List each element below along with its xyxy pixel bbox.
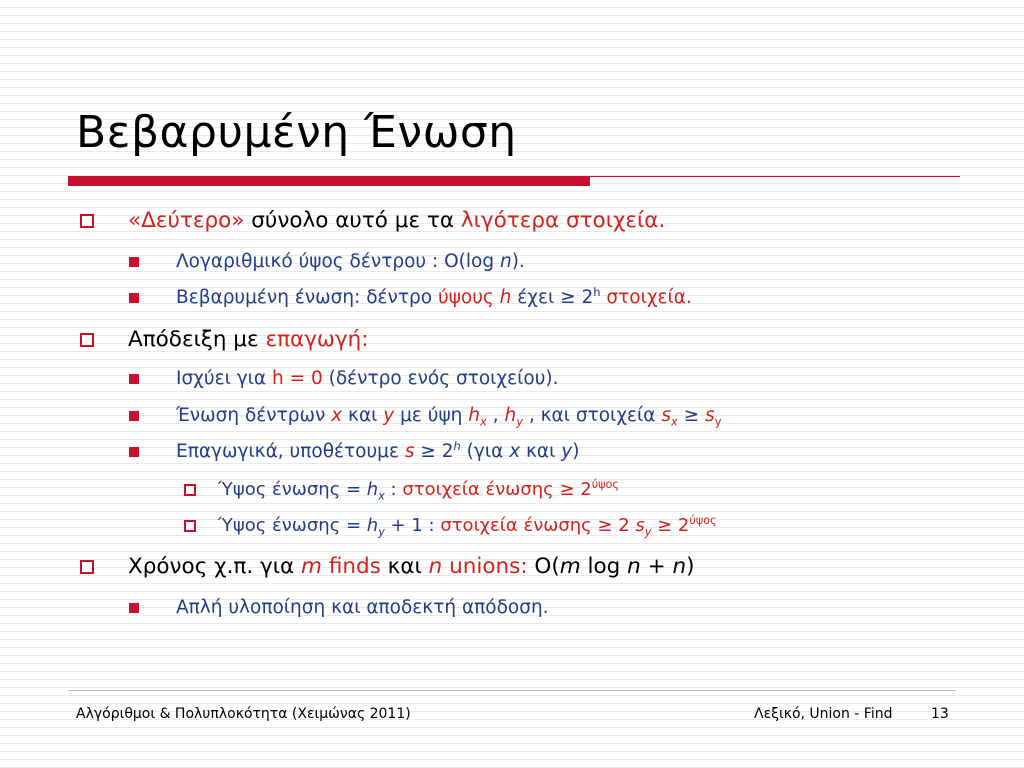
title-underline-bar	[68, 176, 590, 186]
hollow-square-bullet-icon	[80, 214, 94, 228]
footer-topic: Λεξικό, Union - Find	[754, 706, 893, 722]
subbullet-weighted-union: Βεβαρυμένη ένωση: δέντρο ύψους h $έ\chi\varepsilon\iota \ge 2^h$ στοιχεία.	[176, 289, 692, 308]
solid-square-bullet-icon	[129, 447, 139, 457]
hollow-square-bullet-icon	[80, 333, 94, 347]
hollow-square-bullet-icon	[184, 520, 196, 532]
footer-rule	[68, 690, 956, 691]
subbullet-log-height: Λογαριθμικό ύψος δέντρου : O(log n).	[176, 253, 525, 272]
bullet-second-set: «Δεύτερο» σύνολο αυτό με τα λιγότερα στοιχεία.	[128, 210, 665, 232]
subsubbullet-height-hy: Ύψος $έ\nu\omega\sigma\eta\varsigma = h_y + 1$ : στοιχεία ένωσης ≥ 2 $s_y \ge 2^{ύ\psi o\varsigma}$	[218, 517, 717, 535]
bullet-complexity: Χρόνος χ.π. για m finds και n unions: O(m log n + n)	[128, 556, 694, 578]
title-underline-rule	[590, 176, 960, 177]
solid-square-bullet-icon	[129, 411, 139, 421]
hollow-square-bullet-icon	[184, 484, 196, 496]
footer-course-title: Αλγόριθμοι & Πολυπλοκότητα (Χειμώνας 2011)	[76, 706, 411, 722]
slide-title: Βεβαρυμένη Ένωση	[76, 107, 517, 158]
subbullet-induction: Επαγωγικά, υποθέτουμε $s \ge 2^h$ (για x και y)	[176, 443, 579, 462]
subbullet-simple-implementation: Απλή υλοποίηση και αποδεκτή απόδοση.	[176, 599, 549, 618]
solid-square-bullet-icon	[129, 603, 139, 613]
page-number: 13	[931, 706, 949, 722]
solid-square-bullet-icon	[129, 374, 139, 384]
hollow-square-bullet-icon	[80, 560, 94, 574]
subsubbullet-height-hx: Ύψος $έ\nu\omega\sigma\eta\varsigma = h_x$ : στοιχεία $έ\nu\omega\sigma\eta\varsigma \ge 2^{ύ\psi o\varsigma}$	[218, 481, 619, 499]
subbullet-base-case: Ισχύει για h = 0 (δέντρο ενός στοιχείου).	[176, 370, 559, 389]
solid-square-bullet-icon	[129, 293, 139, 303]
subbullet-union-trees: Ένωση δέντρων x και y με ύψη $h_x$ , $h_y$ , και στοιχεία $s_x \ge s_y$	[176, 407, 721, 426]
bullet-proof: Απόδειξη με επαγωγή:	[128, 329, 369, 351]
solid-square-bullet-icon	[129, 257, 139, 267]
